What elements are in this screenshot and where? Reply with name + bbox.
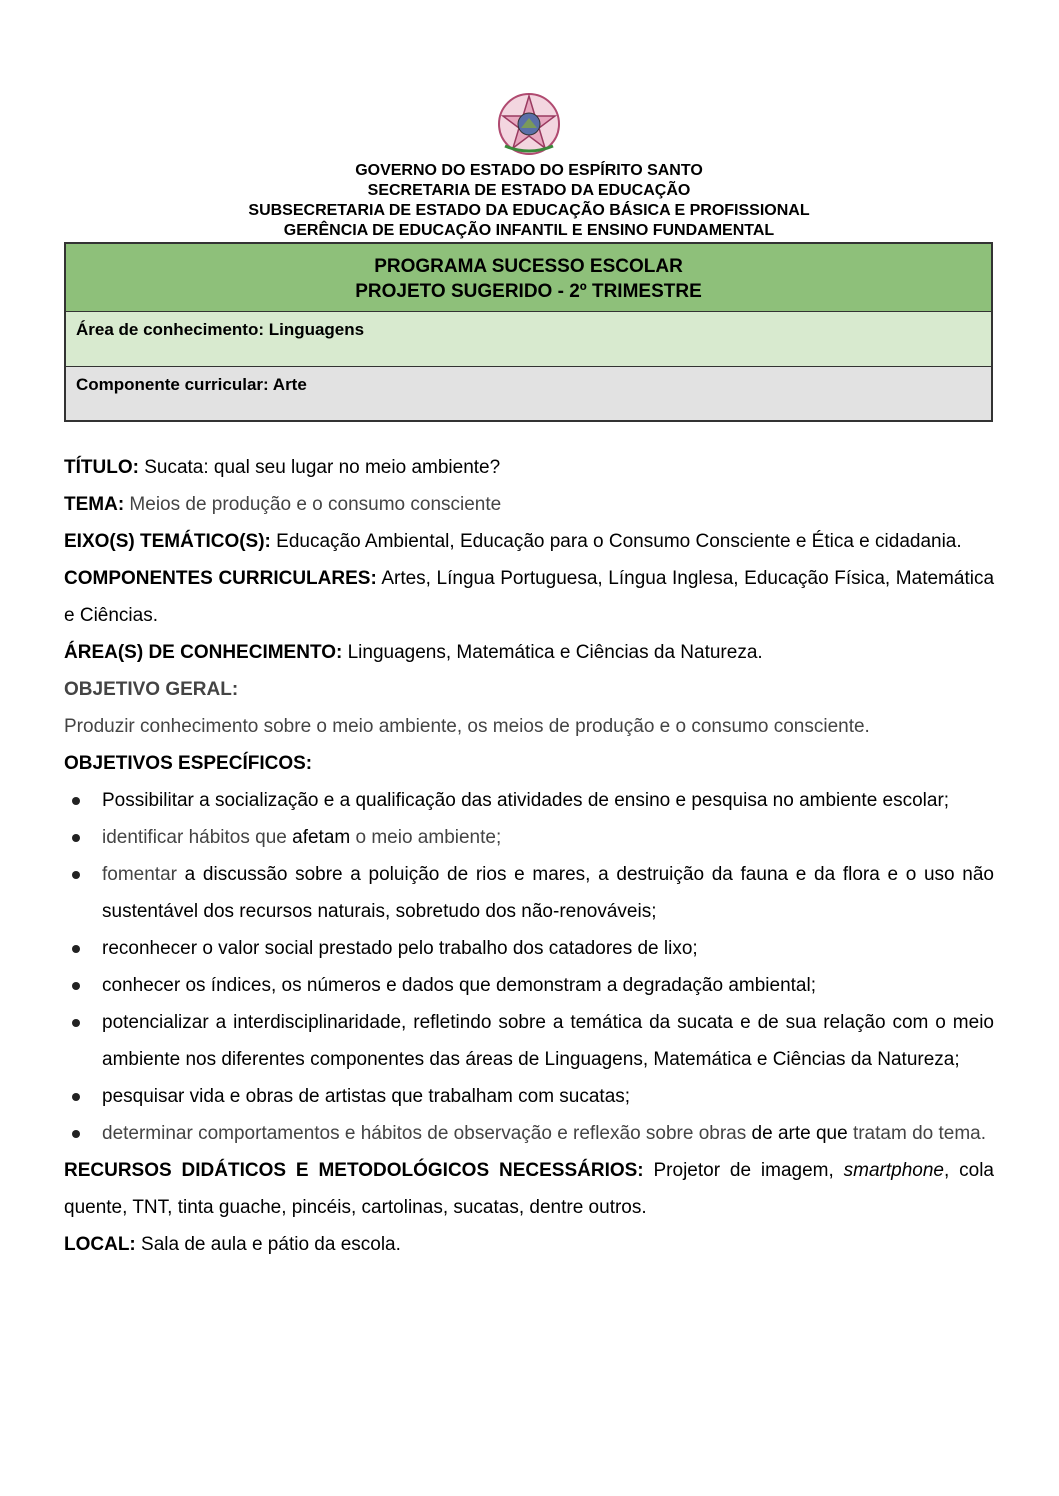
program-box bbox=[64, 242, 993, 422]
bullet-icon bbox=[72, 1093, 80, 1101]
knowledge-area-row: Área de conhecimento: Linguagens bbox=[66, 312, 991, 367]
bullet-icon bbox=[72, 1130, 80, 1138]
list-item bbox=[64, 856, 994, 930]
objective-text: reconhecer o valor social prestado pelo trabalho dos catadores de lixo; bbox=[102, 938, 698, 959]
tema-value: Meios de produção e o consumo consciente bbox=[124, 494, 502, 515]
header-subsecretariat: SUBSECRETARIA DE ESTADO DA EDUCAÇÃO BÁSICA E PROFISSIONAL bbox=[248, 202, 810, 219]
bullet-icon bbox=[72, 797, 80, 805]
objective-text-part: fomentar bbox=[102, 864, 177, 885]
project-content bbox=[64, 449, 994, 1263]
eixos-label: EIXO(S) TEMÁTICO(S): bbox=[64, 531, 271, 552]
objective-text-part: afetam bbox=[292, 827, 351, 848]
bullet-icon bbox=[72, 871, 80, 879]
program-name: PROGRAMA SUCESSO ESCOLAR bbox=[374, 256, 683, 277]
recursos-italic: smartphone bbox=[843, 1160, 944, 1181]
eixos-value: Educação Ambiental, Educação para o Consumo Consciente e Ética e cidadania. bbox=[270, 531, 962, 552]
areas-label: ÁREA(S) DE CONHECIMENTO: bbox=[64, 642, 343, 663]
areas-value: Linguagens, Matemática e Ciências da Natureza. bbox=[342, 642, 763, 663]
objective-text-part: o meio ambiente; bbox=[350, 827, 502, 848]
componentes-label: COMPONENTES CURRICULARES: bbox=[64, 568, 377, 589]
header-government: GOVERNO DO ESTADO DO ESPÍRITO SANTO bbox=[355, 162, 703, 179]
areas-line bbox=[64, 634, 994, 671]
objective-text-part: determinar comportamentos e hábitos de observação e reflexão sobre obras bbox=[102, 1123, 752, 1144]
objective-text: pesquisar vida e obras de artistas que trabalham com sucatas; bbox=[102, 1086, 631, 1107]
list-item bbox=[64, 1078, 994, 1115]
bullet-icon bbox=[72, 834, 80, 842]
recursos-value-rest: , cola quente, TNT, tinta guache, pincéis, cartolinas, sucatas, dentre outros. bbox=[64, 1160, 994, 1218]
curricular-component-row: Componente curricular: Arte bbox=[66, 367, 991, 420]
bullet-icon bbox=[72, 945, 80, 953]
titulo-value: Sucata: qual seu lugar no meio ambiente? bbox=[138, 457, 501, 478]
objective-text-part: a discussão sobre a poluição de rios e mares, a destruição da fauna e da flora e o uso não sustentável dos recursos naturais, sobretudo dos não-renováveis; bbox=[102, 864, 994, 922]
recursos-line bbox=[64, 1152, 994, 1226]
objective-text: conhecer os índices, os números e dados que demonstram a degradação ambiental; bbox=[102, 975, 816, 996]
tema-line bbox=[64, 486, 994, 523]
list-item bbox=[64, 930, 994, 967]
titulo-line bbox=[64, 449, 994, 486]
objective-text-part: identificar hábitos que bbox=[102, 827, 293, 848]
recursos-value: Projetor de imagem, bbox=[643, 1160, 844, 1181]
document-header bbox=[64, 161, 994, 241]
objetivos-especificos-label: OBJETIVOS ESPECÍFICOS: bbox=[64, 753, 313, 774]
componentes-value: Artes, Língua Portuguesa, Língua Inglesa, Educação Física, Matemática e Ciências. bbox=[64, 568, 995, 626]
objective-text: Possibilitar a socialização e a qualificação das atividades de ensino e pesquisa no ambiente escolar; bbox=[102, 790, 950, 811]
bullet-icon bbox=[72, 982, 80, 990]
objective-text: potencializar a interdisciplinaridade, refletindo sobre a temática da sucata e de sua relação com o meio ambiente nos diferentes componentes das áreas de Linguagens, Matemática e Ciências da Natureza; bbox=[102, 1012, 994, 1070]
componentes-line bbox=[64, 560, 994, 634]
titulo-label: TÍTULO: bbox=[64, 457, 139, 478]
state-seal-icon bbox=[495, 90, 563, 158]
list-item bbox=[64, 819, 994, 856]
eixos-line bbox=[64, 523, 994, 560]
list-item bbox=[64, 782, 994, 819]
recursos-label: RECURSOS DIDÁTICOS E METODOLÓGICOS NECESSÁRIOS: bbox=[64, 1160, 644, 1181]
project-name: PROJETO SUGERIDO - 2º TRIMESTRE bbox=[355, 281, 702, 302]
objetivo-geral-value: Produzir conhecimento sobre o meio ambiente, os meios de produção e o consumo consciente. bbox=[64, 716, 870, 737]
objective-text-part: tratam do tema. bbox=[847, 1123, 987, 1144]
tema-label: TEMA: bbox=[64, 494, 125, 515]
list-item bbox=[64, 967, 994, 1004]
program-title bbox=[66, 244, 991, 312]
objective-text-part: de arte que bbox=[751, 1123, 848, 1144]
objectives-list bbox=[64, 782, 994, 1152]
list-item bbox=[64, 1004, 994, 1078]
local-label: LOCAL: bbox=[64, 1234, 136, 1255]
bullet-icon bbox=[72, 1019, 80, 1027]
local-value: Sala de aula e pátio da escola. bbox=[135, 1234, 401, 1255]
header-secretariat: SECRETARIA DE ESTADO DA EDUCAÇÃO bbox=[367, 182, 691, 199]
header-management: GERÊNCIA DE EDUCAÇÃO INFANTIL E ENSINO FUNDAMENTAL bbox=[283, 222, 775, 239]
local-line bbox=[64, 1226, 994, 1263]
objetivo-geral-label: OBJETIVO GERAL: bbox=[64, 679, 239, 700]
list-item bbox=[64, 1115, 994, 1152]
